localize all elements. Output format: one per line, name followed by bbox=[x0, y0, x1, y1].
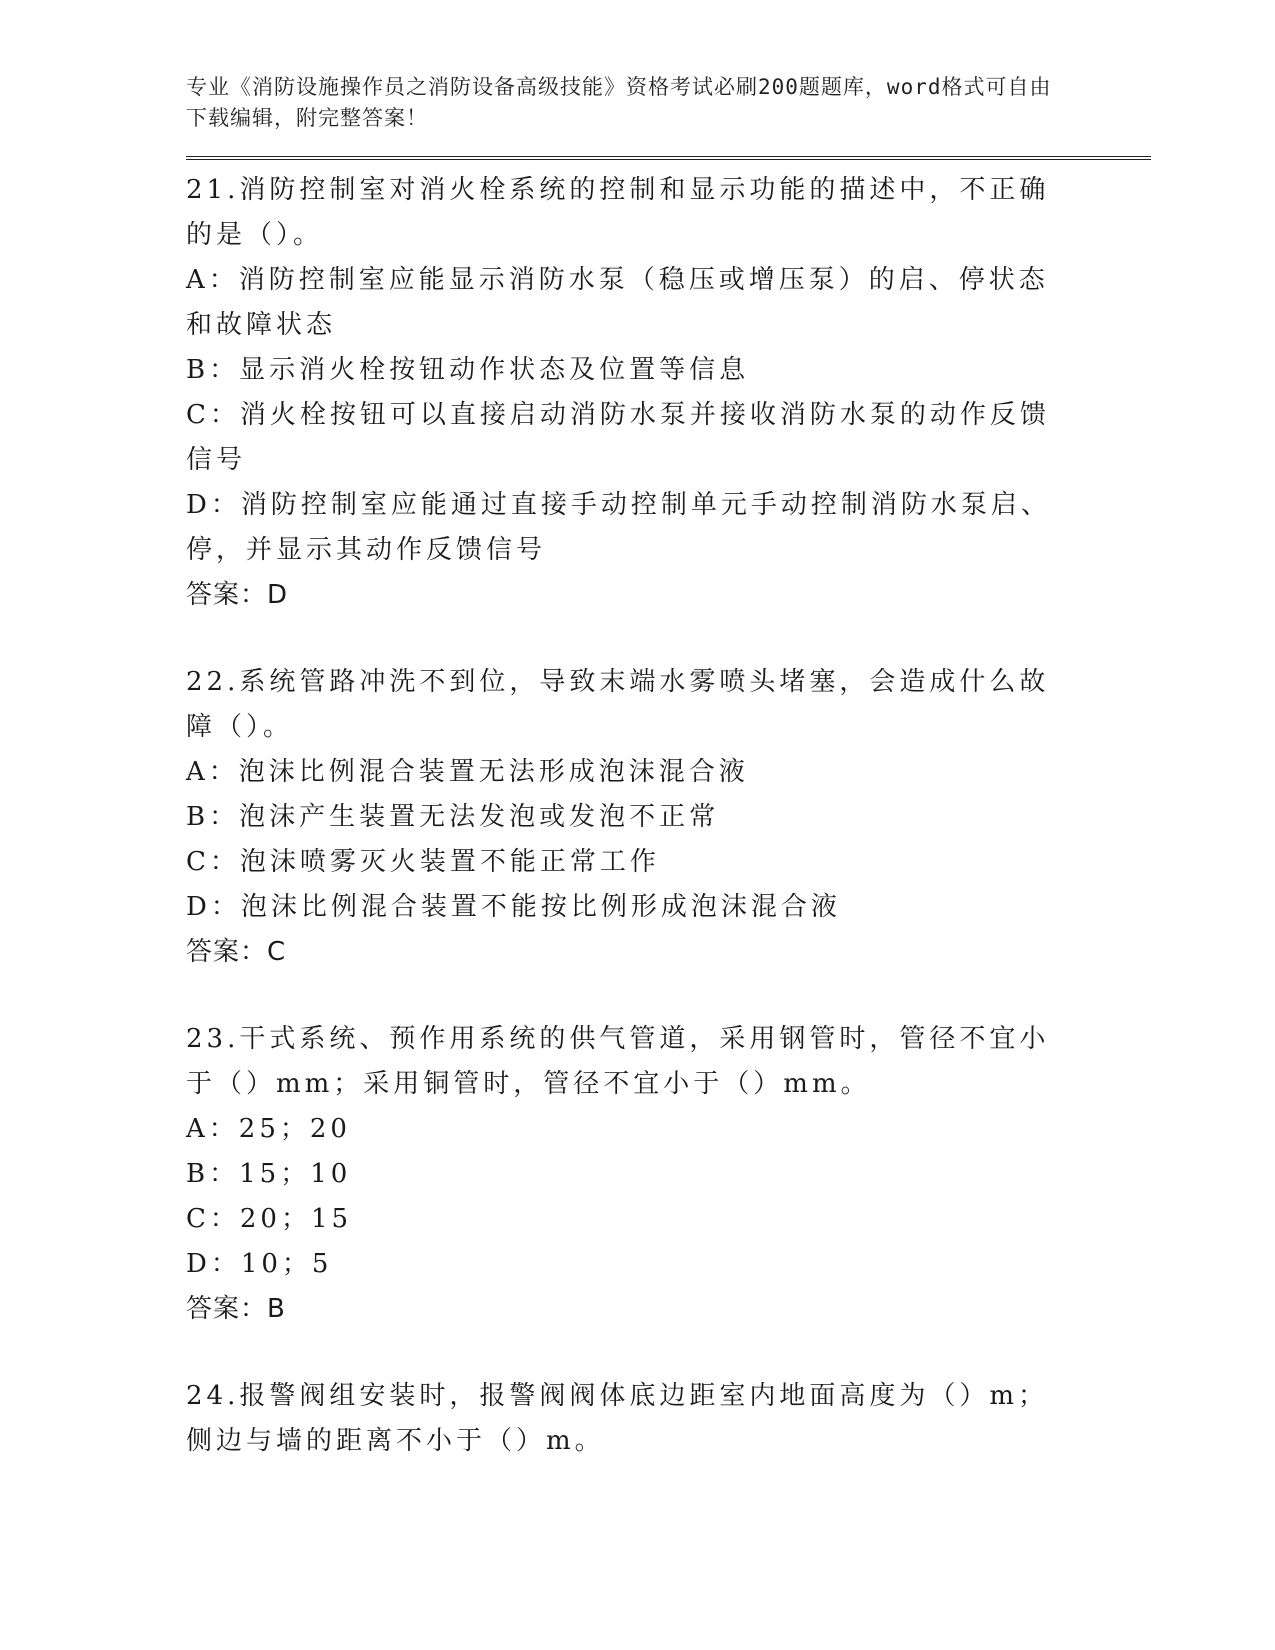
option-d: D：泡沫比例混合装置不能按比例形成泡沫混合液 bbox=[186, 892, 841, 922]
answer: 答案：D bbox=[186, 580, 289, 610]
question-23 bbox=[186, 1017, 1146, 1332]
header-double-rule bbox=[186, 156, 1151, 160]
document-header: 专业《消防设施操作员之消防设备高级技能》资格考试必刷200题题库，word格式可自由下载编辑，附完整答案！ bbox=[186, 75, 1052, 130]
question-stem: 23.干式系统、预作用系统的供气管道，采用钢管时，管径不宜小于（）mm；采用铜管时，管径不宜小于（）mm。 bbox=[186, 1024, 1050, 1099]
option-a: A：消防控制室应能显示消防水泵（稳压或增压泵）的启、停状态和故障状态 bbox=[186, 265, 1049, 340]
question-stem: 22.系统管路冲洗不到位，导致末端水雾喷头堵塞，会造成什么故障（）。 bbox=[186, 667, 1050, 742]
question-stem: 24.报警阀组安装时，报警阀阀体底边距室内地面高度为（）m；侧边与墙的距离不小于（）m。 bbox=[186, 1381, 1049, 1456]
document-page bbox=[186, 72, 1146, 1506]
option-d: D：10；5 bbox=[186, 1249, 333, 1279]
option-a: A：泡沫比例混合装置无法形成泡沫混合液 bbox=[186, 757, 749, 787]
question-stem: 21.消防控制室对消火栓系统的控制和显示功能的描述中，不正确的是（）。 bbox=[186, 175, 1050, 250]
option-d: D：消防控制室应能通过直接手动控制单元手动控制消防水泵启、停，并显示其动作反馈信号 bbox=[186, 490, 1051, 565]
option-b: B：15；10 bbox=[186, 1159, 352, 1189]
question-21 bbox=[186, 168, 1146, 618]
option-c: C：泡沫喷雾灭火装置不能正常工作 bbox=[186, 847, 660, 877]
option-a: A：25；20 bbox=[186, 1114, 351, 1144]
option-b: B：显示消火栓按钮动作状态及位置等信息 bbox=[186, 355, 750, 385]
question-list bbox=[186, 168, 1146, 1464]
option-c: C：消火栓按钮可以直接启动消防水泵并接收消防水泵的动作反馈信号 bbox=[186, 400, 1050, 475]
question-22 bbox=[186, 660, 1146, 975]
answer: 答案：B bbox=[186, 1294, 286, 1324]
question-24 bbox=[186, 1374, 1146, 1464]
option-b: B：泡沫产生装置无法发泡或发泡不正常 bbox=[186, 802, 720, 832]
option-c: C：20；15 bbox=[186, 1204, 353, 1234]
answer: 答案：C bbox=[186, 937, 287, 967]
